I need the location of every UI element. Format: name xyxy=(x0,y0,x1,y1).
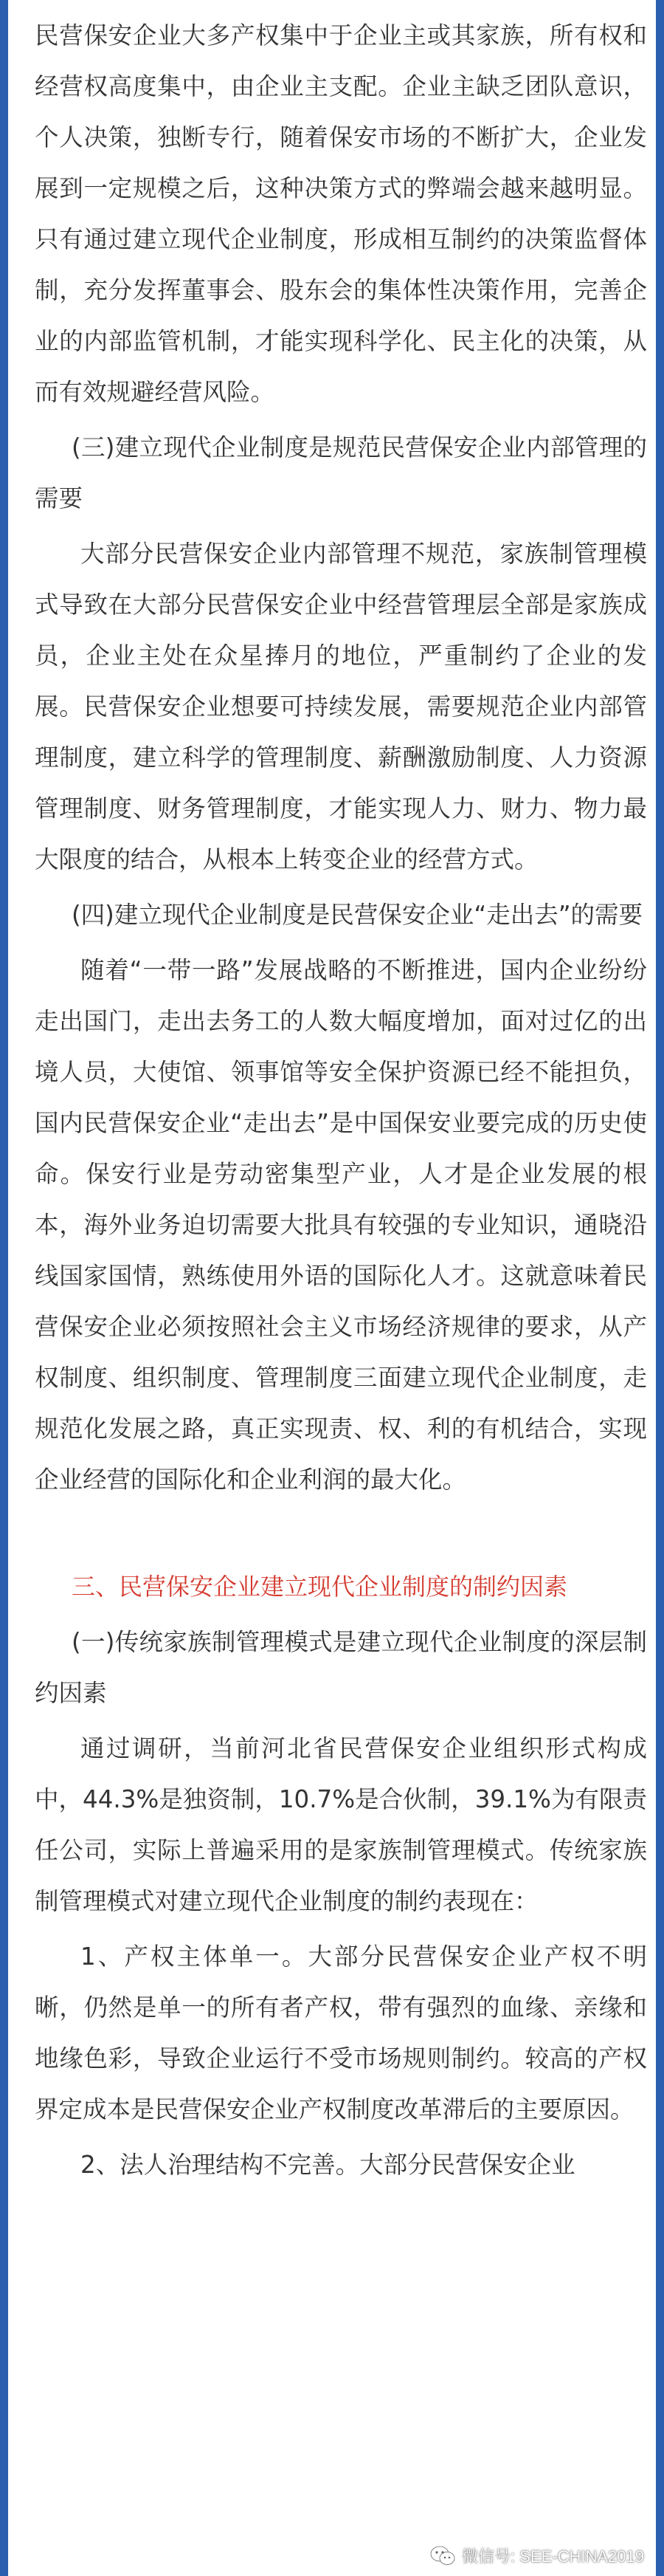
subheading: (三)建立现代企业制度是规范民营保安企业内部管理的需要 xyxy=(35,433,647,512)
article-body xyxy=(35,10,647,2195)
paragraph: 大部分民营保安企业内部管理不规范，家族制管理模式导致在大部分民营保安企业中经营管理层全部是家族成员，企业主处在众星捧月的地位，严重制约了企业的发展。民营保安企业想要可持续发展，需要规范企业内部管理制度，建立科学的管理制度、薪酬激励制度、人力资源管理制度、财务管理制度，才能实现人力、财力、物力最大限度的结合，从根本上转变企业的经营方式。 xyxy=(35,540,647,873)
paragraph: 通过调研，当前河北省民营保安企业组织形式构成中，44.3%是独资制，10.7%是合伙制，39.1%为有限责任公司，实际上普遍采用的是家族制管理模式。传统家族制管理模式对建立现代企业制度的制约表现在： xyxy=(35,1734,647,1915)
subheading: (一)传统家族制管理模式是建立现代企业制度的深层制约因素 xyxy=(35,1628,647,1707)
paragraph: 随着“一带一路”发展战略的不断推进，国内企业纷纷走出国门，走出去务工的人数大幅度增加，面对过亿的出境人员，大使馆、领事馆等安全保护资源已经不能担负，国内民营保安企业“走出去”是中国保安业要完成的历史使命。保安行业是劳动密集型产业，人才是企业发展的根本，海外业务迫切需要大批具有较强的专业知识，通晓沿线国家国情，熟练使用外语的国际化人才。这就意味着民营保安企业必须按照社会主义市场经济规律的要求，从产权制度、组织制度、管理制度三面建立现代企业制度，走规范化发展之路，真正实现责、权、利的有机结合，实现企业经营的国际化和企业利润的最大化。 xyxy=(35,956,647,1494)
wechat-icon xyxy=(429,2545,456,2567)
paragraph: 2、法人治理结构不完善。大部分民营保安企业 xyxy=(80,2151,575,2179)
subheading: (四)建立现代企业制度是民营保安企业“走出去”的需要 xyxy=(72,901,643,929)
paragraph: 1、产权主体单一。大部分民营保安企业产权不明晰，仍然是单一的所有者产权，带有强烈的血缘、亲缘和地缘色彩，导致企业运行不受市场规则制约。较高的产权界定成本是民营保安企业产权制度改革滞后的主要原因。 xyxy=(35,1943,647,2123)
wechat-watermark xyxy=(429,2544,644,2567)
wechat-id-label: 微信号: SEE-CHINA2019 xyxy=(462,2547,644,2566)
section-gap xyxy=(35,1510,647,1562)
section-heading: 三、民营保安企业建立现代企业制度的制约因素 xyxy=(72,1573,568,1601)
paragraph: 民营保安企业大多产权集中于企业主或其家族，所有权和经营权高度集中，由企业主支配。企业主缺乏团队意识，个人决策，独断专行，随着保安市场的不断扩大，企业发展到一定规模之后，这种决策方式的弊端会越来越明显。只有通过建立现代企业制度，形成相互制约的决策监督体制，充分发挥董事会、股东会的集体性决策作用，完善企业的内部监管机制，才能实现科学化、民主化的决策，从而有效规避经营风险。 xyxy=(35,21,647,406)
